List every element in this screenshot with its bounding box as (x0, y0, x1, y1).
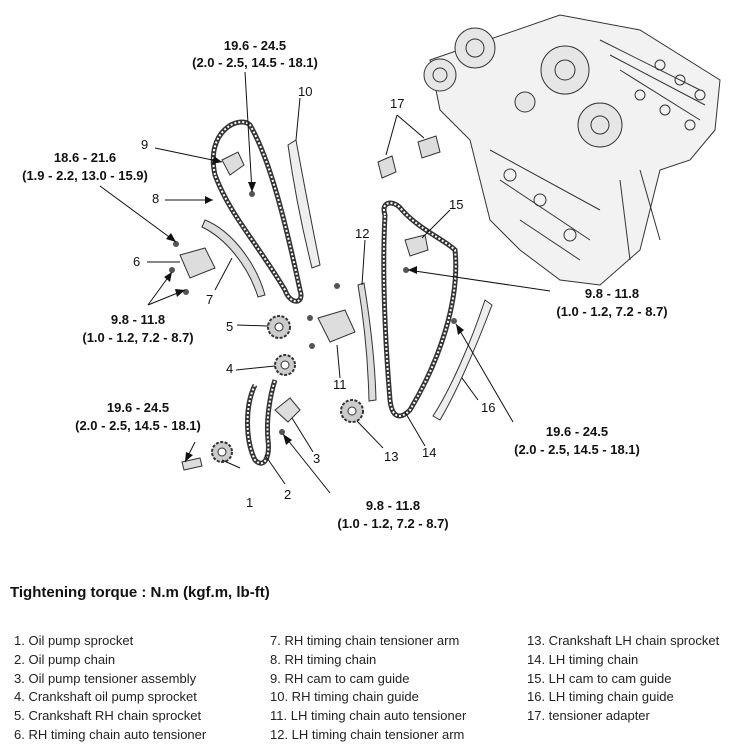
callout-13: 13 (384, 449, 399, 464)
legend-item: 13. Crankshaft LH chain sprocket (527, 633, 720, 648)
legend-item: 7. RH timing chain tensioner arm (270, 633, 460, 648)
legend-item: 10. RH timing chain guide (270, 689, 419, 705)
lh-timing-chain-auto-tensioner (318, 310, 355, 342)
torque-label-bottom-center-line1: 9.8 - 11.8 (365, 498, 421, 513)
lh-tensioner-bolt (309, 343, 315, 349)
callout-10: 10 (298, 84, 313, 99)
callout-17: 17 (390, 96, 405, 111)
torque-label-left-upper-line1: 18.6 - 21.6 (53, 150, 117, 165)
legend-item: 9. RH cam to cam guide (270, 670, 410, 686)
legend-column-1 (14, 632, 206, 745)
legend-item: 2. Oil pump chain (14, 651, 116, 667)
crankshaft-lh-chain-sprocket (341, 400, 363, 422)
callout-5: 5 (226, 319, 234, 334)
torque-label-left-lower-line1: 19.6 - 24.5 (106, 400, 170, 415)
legend-column-2 (270, 632, 466, 745)
crankshaft-oil-pump-sprocket (275, 355, 295, 375)
legend-item: 16. LH timing chain guide (527, 689, 674, 705)
legend-item: 12. LH timing chain tensioner arm (270, 726, 465, 742)
callout-1: 1 (246, 495, 254, 510)
lh-tensioner-bolt (307, 315, 313, 321)
tensioner-adapter (418, 136, 440, 158)
torque-label-right-middle-line2: (1.0 - 1.2, 7.2 - 8.7) (556, 304, 668, 319)
engine-block-illustration (424, 15, 720, 285)
oil-pump-tensioner-assembly (275, 398, 300, 422)
tensioner-adapter (378, 156, 396, 178)
torque-label-bottom-center-line2: (1.0 - 1.2, 7.2 - 8.7) (337, 516, 449, 531)
callout-3: 3 (313, 451, 321, 466)
callout-12: 12 (355, 226, 370, 241)
torque-label-left-lower-line2: (2.0 - 2.5, 14.5 - 18.1) (75, 418, 201, 433)
torque-label-top-center-line2: (2.0 - 2.5, 14.5 - 18.1) (192, 55, 318, 70)
callout-11: 11 (333, 377, 347, 392)
lh-timing-chain-tensioner-arm (358, 283, 376, 401)
lh-tensioner-bolt (334, 283, 340, 289)
callout-2: 2 (284, 487, 292, 502)
callout-16: 16 (481, 400, 496, 415)
rh-cam-to-cam-guide (222, 152, 244, 175)
callout-15: 15 (449, 197, 464, 212)
torque-label-top-center-line1: 19.6 - 24.5 (223, 38, 287, 53)
torque-label-left-middle-line2: (1.0 - 1.2, 7.2 - 8.7) (82, 330, 194, 345)
legend-item: 5. Crankshaft RH chain sprocket (14, 708, 202, 724)
legend-item: 11. LH timing chain auto tensioner (270, 708, 467, 724)
lh-cam-to-cam-guide (405, 235, 428, 256)
legend-item: 15. LH cam to cam guide (527, 670, 672, 686)
torque-units-title: Tightening torque : N.m (kgf.m, lb-ft) (10, 584, 270, 601)
legend-item: 4. Crankshaft oil pump sprocket (14, 689, 197, 705)
callout-8: 8 (152, 191, 160, 206)
lh-timing-chain (384, 203, 456, 416)
oil-pump-chain (248, 380, 276, 463)
callout-7: 7 (206, 292, 214, 307)
oil-pump-sprocket (212, 442, 232, 462)
legend-column-3 (527, 632, 719, 726)
legend-item: 17. tensioner adapter (527, 708, 650, 724)
callout-4: 4 (226, 361, 234, 376)
torque-label-right-lower-line2: (2.0 - 2.5, 14.5 - 18.1) (514, 442, 640, 457)
legend-item: 14. LH timing chain (527, 651, 639, 667)
rh-timing-chain-tensioner-arm (202, 220, 265, 297)
oil-pump-sprocket-bolt (182, 458, 202, 470)
arrow-heads (164, 156, 464, 462)
rh-timing-chain-auto-tensioner (180, 248, 215, 278)
oil-pump-tensioner-bolt (279, 429, 285, 435)
legend-item: 8. RH timing chain (270, 651, 377, 667)
callout-14: 14 (422, 445, 437, 460)
torque-label-left-middle-line1: 9.8 - 11.8 (110, 312, 166, 327)
torque-label-left-upper-line2: (1.9 - 2.2, 13.0 - 15.9) (22, 168, 148, 183)
legend-item: 6. RH timing chain auto tensioner (14, 726, 207, 742)
legend-item: 3. Oil pump tensioner assembly (14, 670, 197, 686)
callout-6: 6 (133, 254, 141, 269)
lh-guide-bolt (451, 318, 457, 324)
legend-item: 1. Oil pump sprocket (14, 633, 134, 648)
torque-label-right-middle-line1: 9.8 - 11.8 (584, 286, 640, 301)
callout-9: 9 (141, 137, 149, 152)
torque-label-right-lower-line1: 19.6 - 24.5 (545, 424, 609, 439)
crankshaft-rh-chain-sprocket (268, 316, 290, 338)
